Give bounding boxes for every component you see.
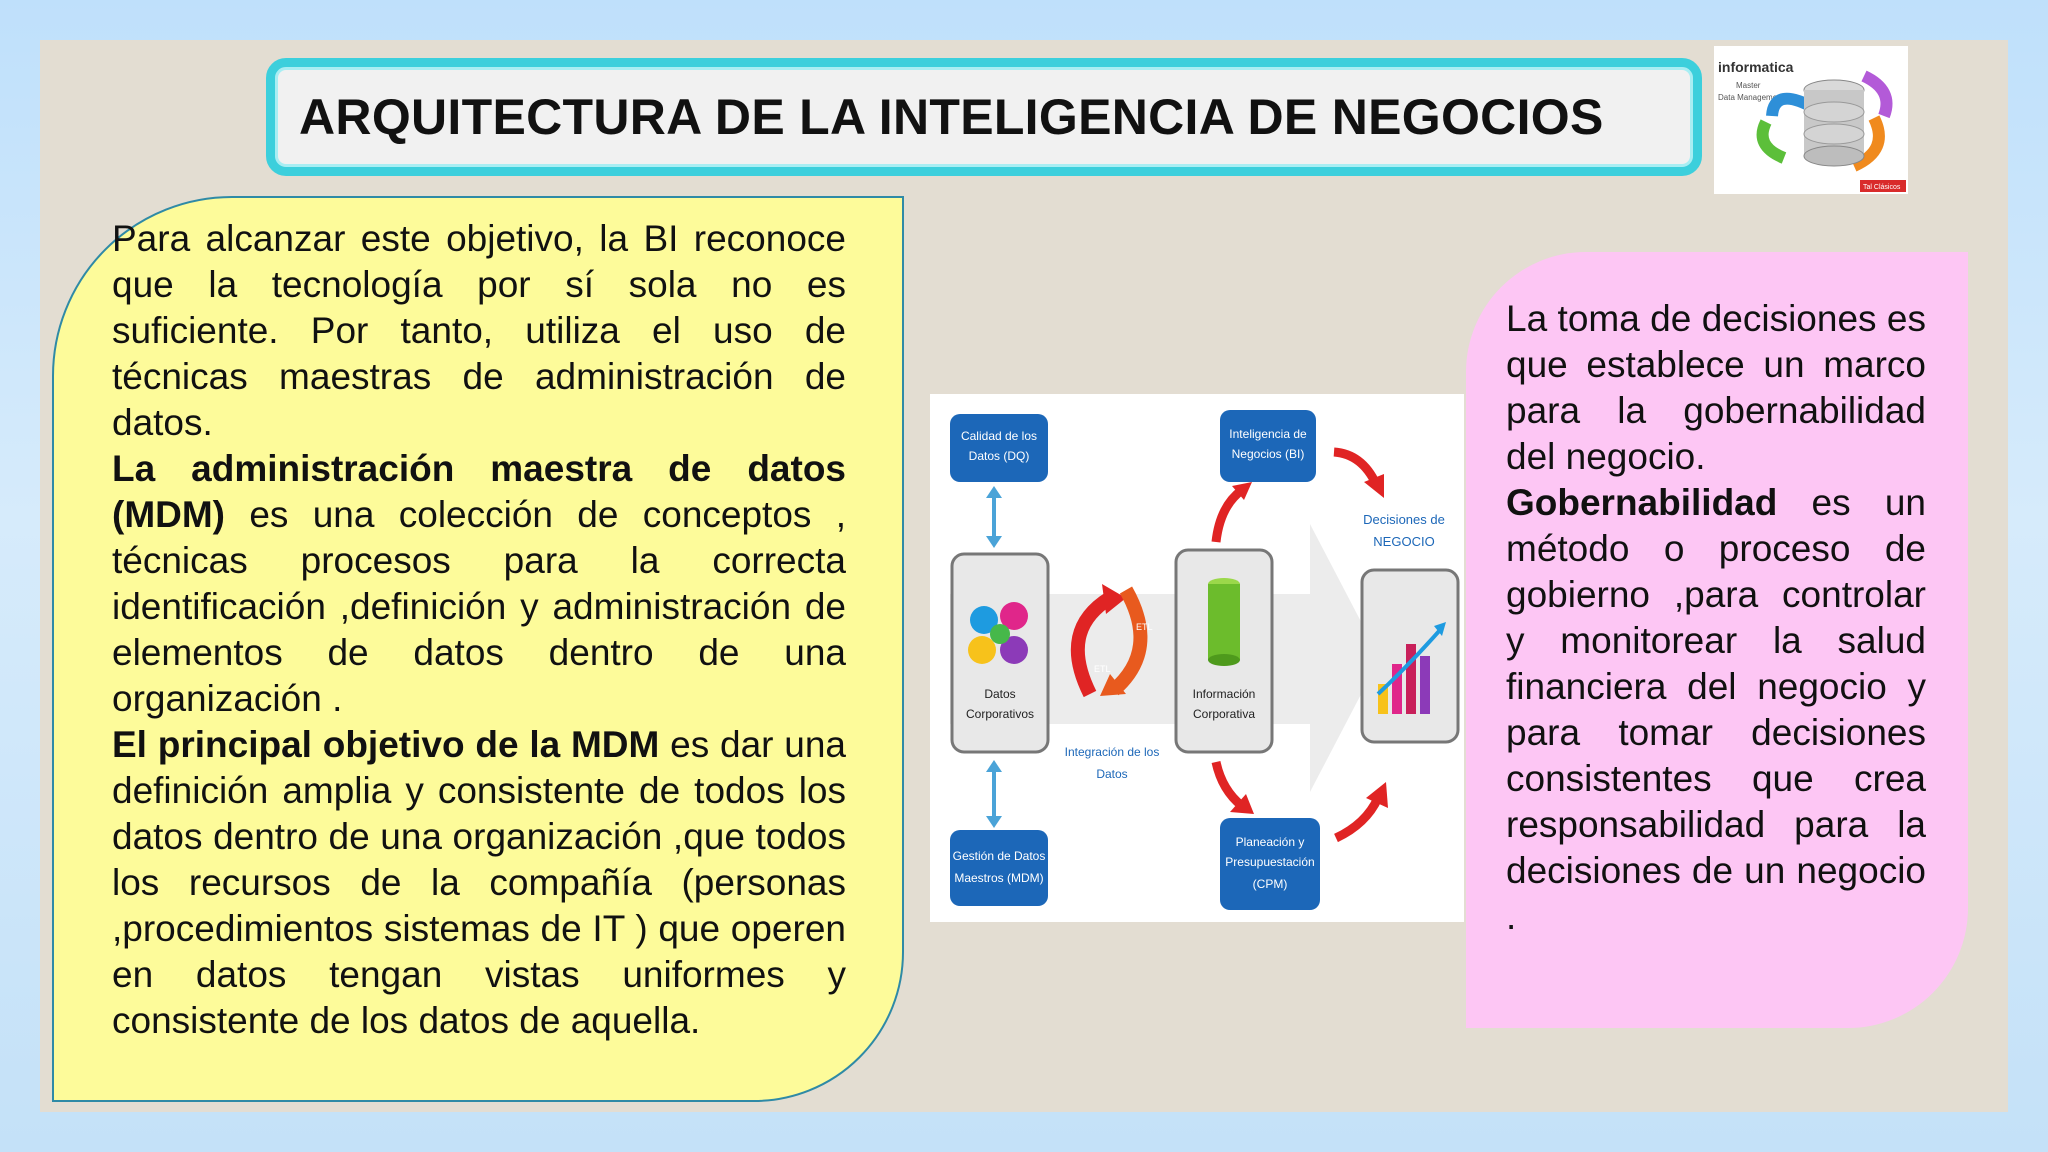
svg-text:Gestión de Datos: Gestión de Datos	[952, 849, 1046, 863]
svg-text:Información: Información	[1192, 687, 1256, 701]
svg-text:Planeación y: Planeación y	[1235, 835, 1305, 849]
mdm-definition-term: La administración maestra de datos (MDM)	[112, 448, 846, 535]
logo-text: informatica	[1718, 59, 1794, 75]
left-paragraph-3: El principal objetivo de la MDM es dar una definición amplia y consistente de todos los datos dentro de una organización ,que todos los recursos de la compañía (personas ,procedimientos sistemas de IT ) que operen en datos tengan vistas uniformes y consistente de los datos de aquella.	[112, 724, 846, 1041]
bi-architecture-diagram	[930, 394, 1464, 922]
svg-text:Datos: Datos	[984, 687, 1016, 701]
mdm-node	[950, 830, 1048, 906]
svg-text:Negocios (BI): Negocios (BI)	[1231, 447, 1305, 461]
svg-text:(CPM): (CPM)	[1252, 877, 1288, 891]
governance-text-panel	[1466, 252, 1968, 1028]
business-decisions-node	[1362, 570, 1458, 742]
dq-node	[950, 414, 1048, 482]
svg-text:Datos (DQ): Datos (DQ)	[968, 449, 1030, 463]
right-paragraph-1: La toma de decisiones es que establece un marco para la gobernabilidad del negocio.	[1506, 298, 1926, 477]
svg-text:Corporativos: Corporativos	[965, 707, 1035, 721]
logo-badge: Tal Clásicos	[1863, 184, 1901, 191]
cpm-node	[1220, 818, 1320, 910]
decisions-label-2: NEGOCIO	[1373, 534, 1435, 549]
governance-term: Gobernabilidad	[1506, 482, 1778, 523]
svg-text:Maestros (MDM): Maestros (MDM)	[954, 871, 1044, 885]
page-title: ARQUITECTURA DE LA INTELIGENCIA DE NEGOCIOS	[299, 89, 1604, 145]
svg-text:Presupuestación: Presupuestación	[1225, 855, 1315, 869]
svg-text:Calidad de los: Calidad de los	[960, 429, 1038, 443]
mdm-objective-term: El principal objetivo de la MDM	[112, 724, 660, 765]
svg-text:ETL: ETL	[1094, 664, 1111, 674]
left-paragraph-1: Para alcanzar este objetivo, la BI reconoce que la tecnología por sí sola no es suficiente. Por tanto, utiliza el uso de técnicas maestras de administración de datos.	[112, 218, 846, 443]
database-icon	[1763, 76, 1887, 166]
bi-node	[1220, 410, 1316, 482]
logo-sub2: Data Management	[1718, 93, 1784, 102]
svg-text:Inteligencia de: Inteligencia de	[1229, 427, 1307, 441]
informatica-logo	[1714, 46, 1908, 194]
title-banner	[266, 58, 1702, 176]
corporate-data-node	[952, 554, 1048, 752]
svg-text:Corporativa: Corporativa	[1192, 707, 1256, 721]
mdm-text-panel	[52, 196, 904, 1102]
decisions-label-1: Decisiones de	[1363, 512, 1445, 527]
corporate-info-node	[1176, 550, 1272, 752]
logo-sub1: Master	[1736, 81, 1761, 90]
integration-label-1: Integración de los	[1064, 745, 1160, 759]
left-paragraph-2: La administración maestra de datos (MDM) es una colección de conceptos , técnicas procesos para la correcta identificación ,definición y administración de elementos de datos dentro de una organización .	[112, 448, 846, 719]
integration-label-2: Datos	[1096, 767, 1128, 781]
right-paragraph-2: Gobernabilidad es un método o proceso de gobierno ,para controlar y monitorear la salud financiera del negocio y para tomar decisiones consistentes que crea responsabilidad para la decisiones de un negocio .	[1506, 482, 1926, 937]
svg-text:ETL: ETL	[1136, 622, 1153, 632]
